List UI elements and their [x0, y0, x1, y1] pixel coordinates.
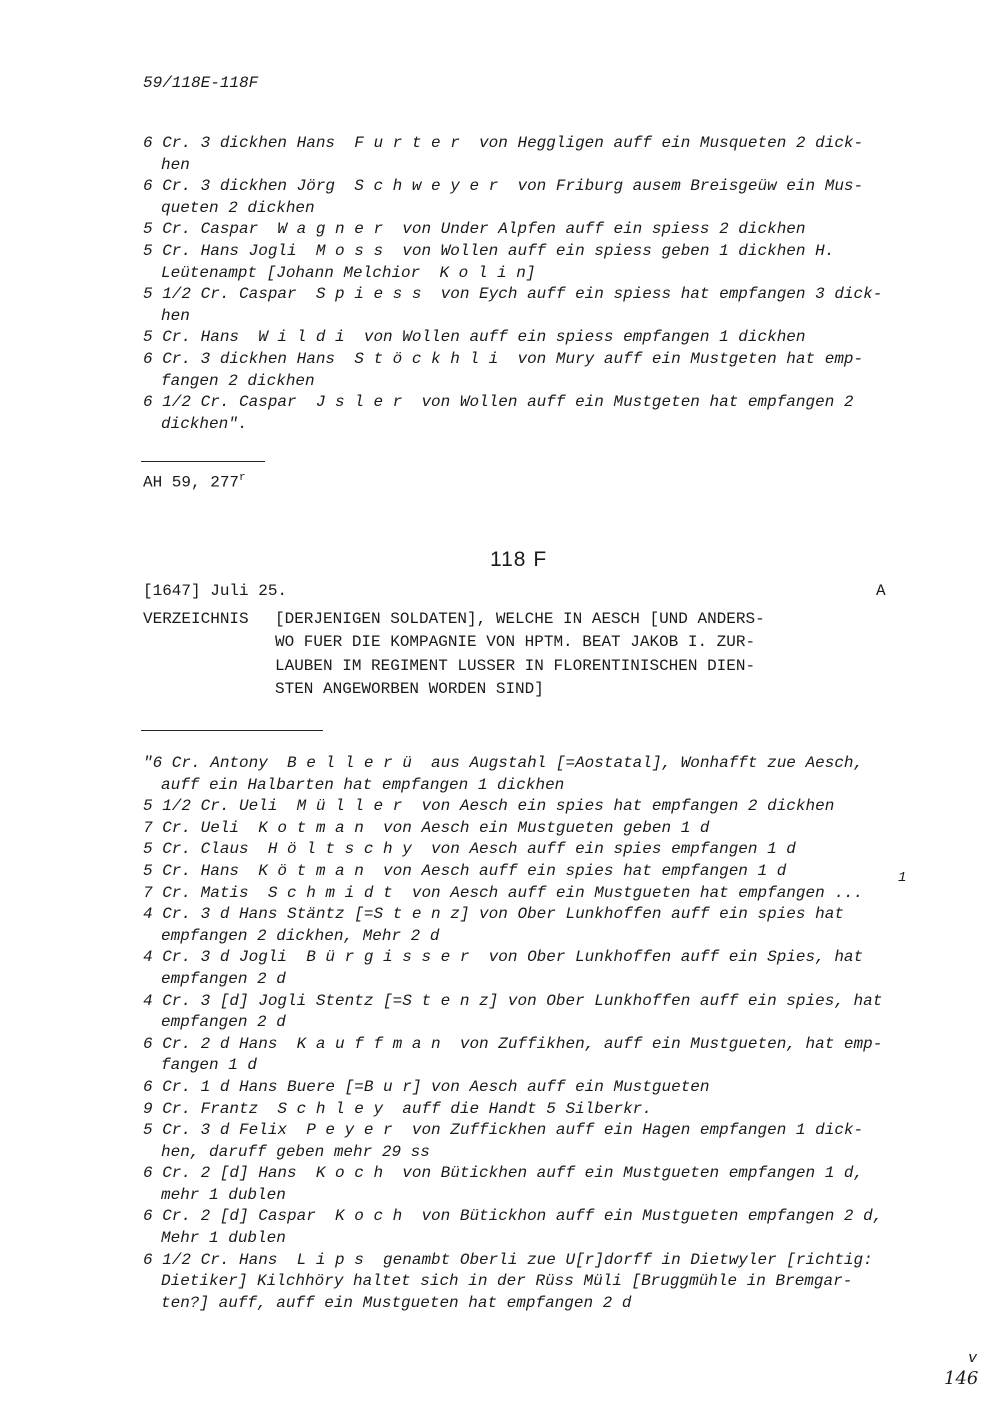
title-body: [DERJENIGEN SOLDATEN], WELCHE IN AESCH [UND ANDERS- WO FUER DIE KOMPAGNIE VON HPTM. BEAT JAKOB I. ZUR- LAUBEN IM REGIMENT LUSSER IN FLORENTINISCHEN DIEN- STEN ANGEWORBEN WORDEN SIND] — [275, 610, 765, 699]
document-number: 118 F — [490, 548, 548, 571]
document-letter: A — [876, 582, 886, 600]
list-item: 4 Cr. 3 d Hans Stäntz [=S t e n z] von Ober Lunkhoffen auff ein spies hat empfangen 2 dickhen, Mehr 2 d — [143, 905, 844, 945]
page-reference: 59/118E-118F — [143, 74, 259, 92]
source-reference: AH 59, 277$^r$ — [143, 472, 246, 492]
source-divider — [141, 461, 265, 462]
list-item: 4 Cr. 3 d Jogli B ü r g i s s e r von Ober Lunkhoffen auff ein Spies, hat empfangen 2 d — [143, 948, 864, 988]
footnote-mark: 1 — [898, 870, 907, 886]
folio-number: 146 — [944, 1368, 979, 1389]
list-item: 5 Cr. Caspar W a g n e r von Under Alpfen auff ein spiess 2 dickhen — [143, 220, 806, 239]
list-item: 6 Cr. 2 [d] Hans K o c h von Bütickhen auff ein Mustgueten empfangen 1 d, mehr 1 dublen — [143, 1164, 864, 1204]
list-item: 5 1/2 Cr. Ueli M ü l l e r von Aesch ein spies hat empfangen 2 dickhen — [143, 797, 835, 816]
list-item: 5 Cr. Hans Jogli M o s s von Wollen auff ein spiess geben 1 dickhen H. Leütenampt [Johann Melchior K o l i n] — [143, 241, 835, 282]
list-item: 4 Cr. 3 [d] Jogli Stentz [=S t e n z] von Ober Lunkhoffen auff ein spies, hat empfangen 2 d — [143, 991, 883, 1032]
document-date: [1647] Juli 25. — [143, 582, 288, 600]
list-item: 6 Cr. 2 [d] Caspar K o c h von Bütickhon auff ein Mustgueten empfangen 2 d, Mehr 1 dublen — [143, 1207, 883, 1248]
list-item: 5 Cr. Hans W i l d i von Wollen auff ein spiess empfangen 1 dickhen — [143, 328, 806, 347]
list-item: 6 1/2 Cr. Hans L i p s genambt Oberli zue U[r]dorff in Dietwyler [richtig: Dietiker] Kilchhöry haltet sich in der Rüss Müli [Bruggmühle in Bremgar- ten?] auff, auff ein Mustgueten hat empfangen 2 d — [143, 1250, 873, 1312]
upper-entry-list — [143, 133, 933, 435]
list-item: 7 Cr. Matis S c h m i d t von Aesch auff ein Mustgueten hat empfangen ... — [143, 883, 864, 902]
list-item: 6 Cr. 3 dickhen Hans F u r t e r von Heggligen auff ein Musqueten 2 dick- hen — [143, 134, 864, 174]
title-label: VERZEICHNIS — [143, 610, 249, 628]
list-item: "6 Cr. Antony B e l l e r ü aus Augstahl [=Aostatal], Wonhafft zue Aesch, auff ein Halbarten hat empfangen 1 dickhen — [143, 754, 864, 794]
list-item: 6 1/2 Cr. Caspar J s l e r von Wollen auff ein Mustgeten hat empfangen 2 dickhen". — [143, 393, 854, 433]
list-item: 5 Cr. Hans K ö t m a n von Aesch auff ein spies hat empfangen 1 d — [143, 861, 787, 880]
list-item: 5 1/2 Cr. Caspar S p i e s s von Eych auff ein spiess hat empfangen 3 dick- hen — [143, 285, 883, 325]
list-item: 6 Cr. 1 d Hans Buere [=B u r] von Aesch auff ein Mustgueten — [143, 1077, 710, 1096]
list-item: 5 Cr. 3 d Felix P e y e r von Zuffickhen auff ein Hagen empfangen 1 dick- hen, daruff geben mehr 29 ss — [143, 1121, 864, 1161]
list-item: 9 Cr. Frantz S c h l e y auff die Handt 5 Silberkr. — [143, 1099, 652, 1118]
title-divider — [141, 730, 323, 731]
list-item: 6 Cr. 2 d Hans K a u f f m a n von Zuffikhen, auff ein Mustgueten, hat emp- fangen 1 d — [143, 1034, 883, 1075]
check-mark: v — [968, 1350, 978, 1367]
lower-entry-list — [143, 753, 933, 1314]
list-item: 6 Cr. 3 dickhen Hans S t ö c k h l i von Mury auff ein Mustgeten hat emp- fangen 2 dickhen — [143, 349, 864, 390]
source-superscript: r — [239, 472, 246, 484]
list-item: 7 Cr. Ueli K o t m a n von Aesch ein Mustgueten geben 1 d — [143, 818, 710, 837]
list-item: 5 Cr. Claus H ö l t s c h y von Aesch auff ein spies empfangen 1 d — [143, 840, 796, 859]
list-item: 6 Cr. 3 dickhen Jörg S c h w e y e r von Friburg ausem Breisgeüw ein Mus- queten 2 dickhen — [143, 177, 864, 217]
